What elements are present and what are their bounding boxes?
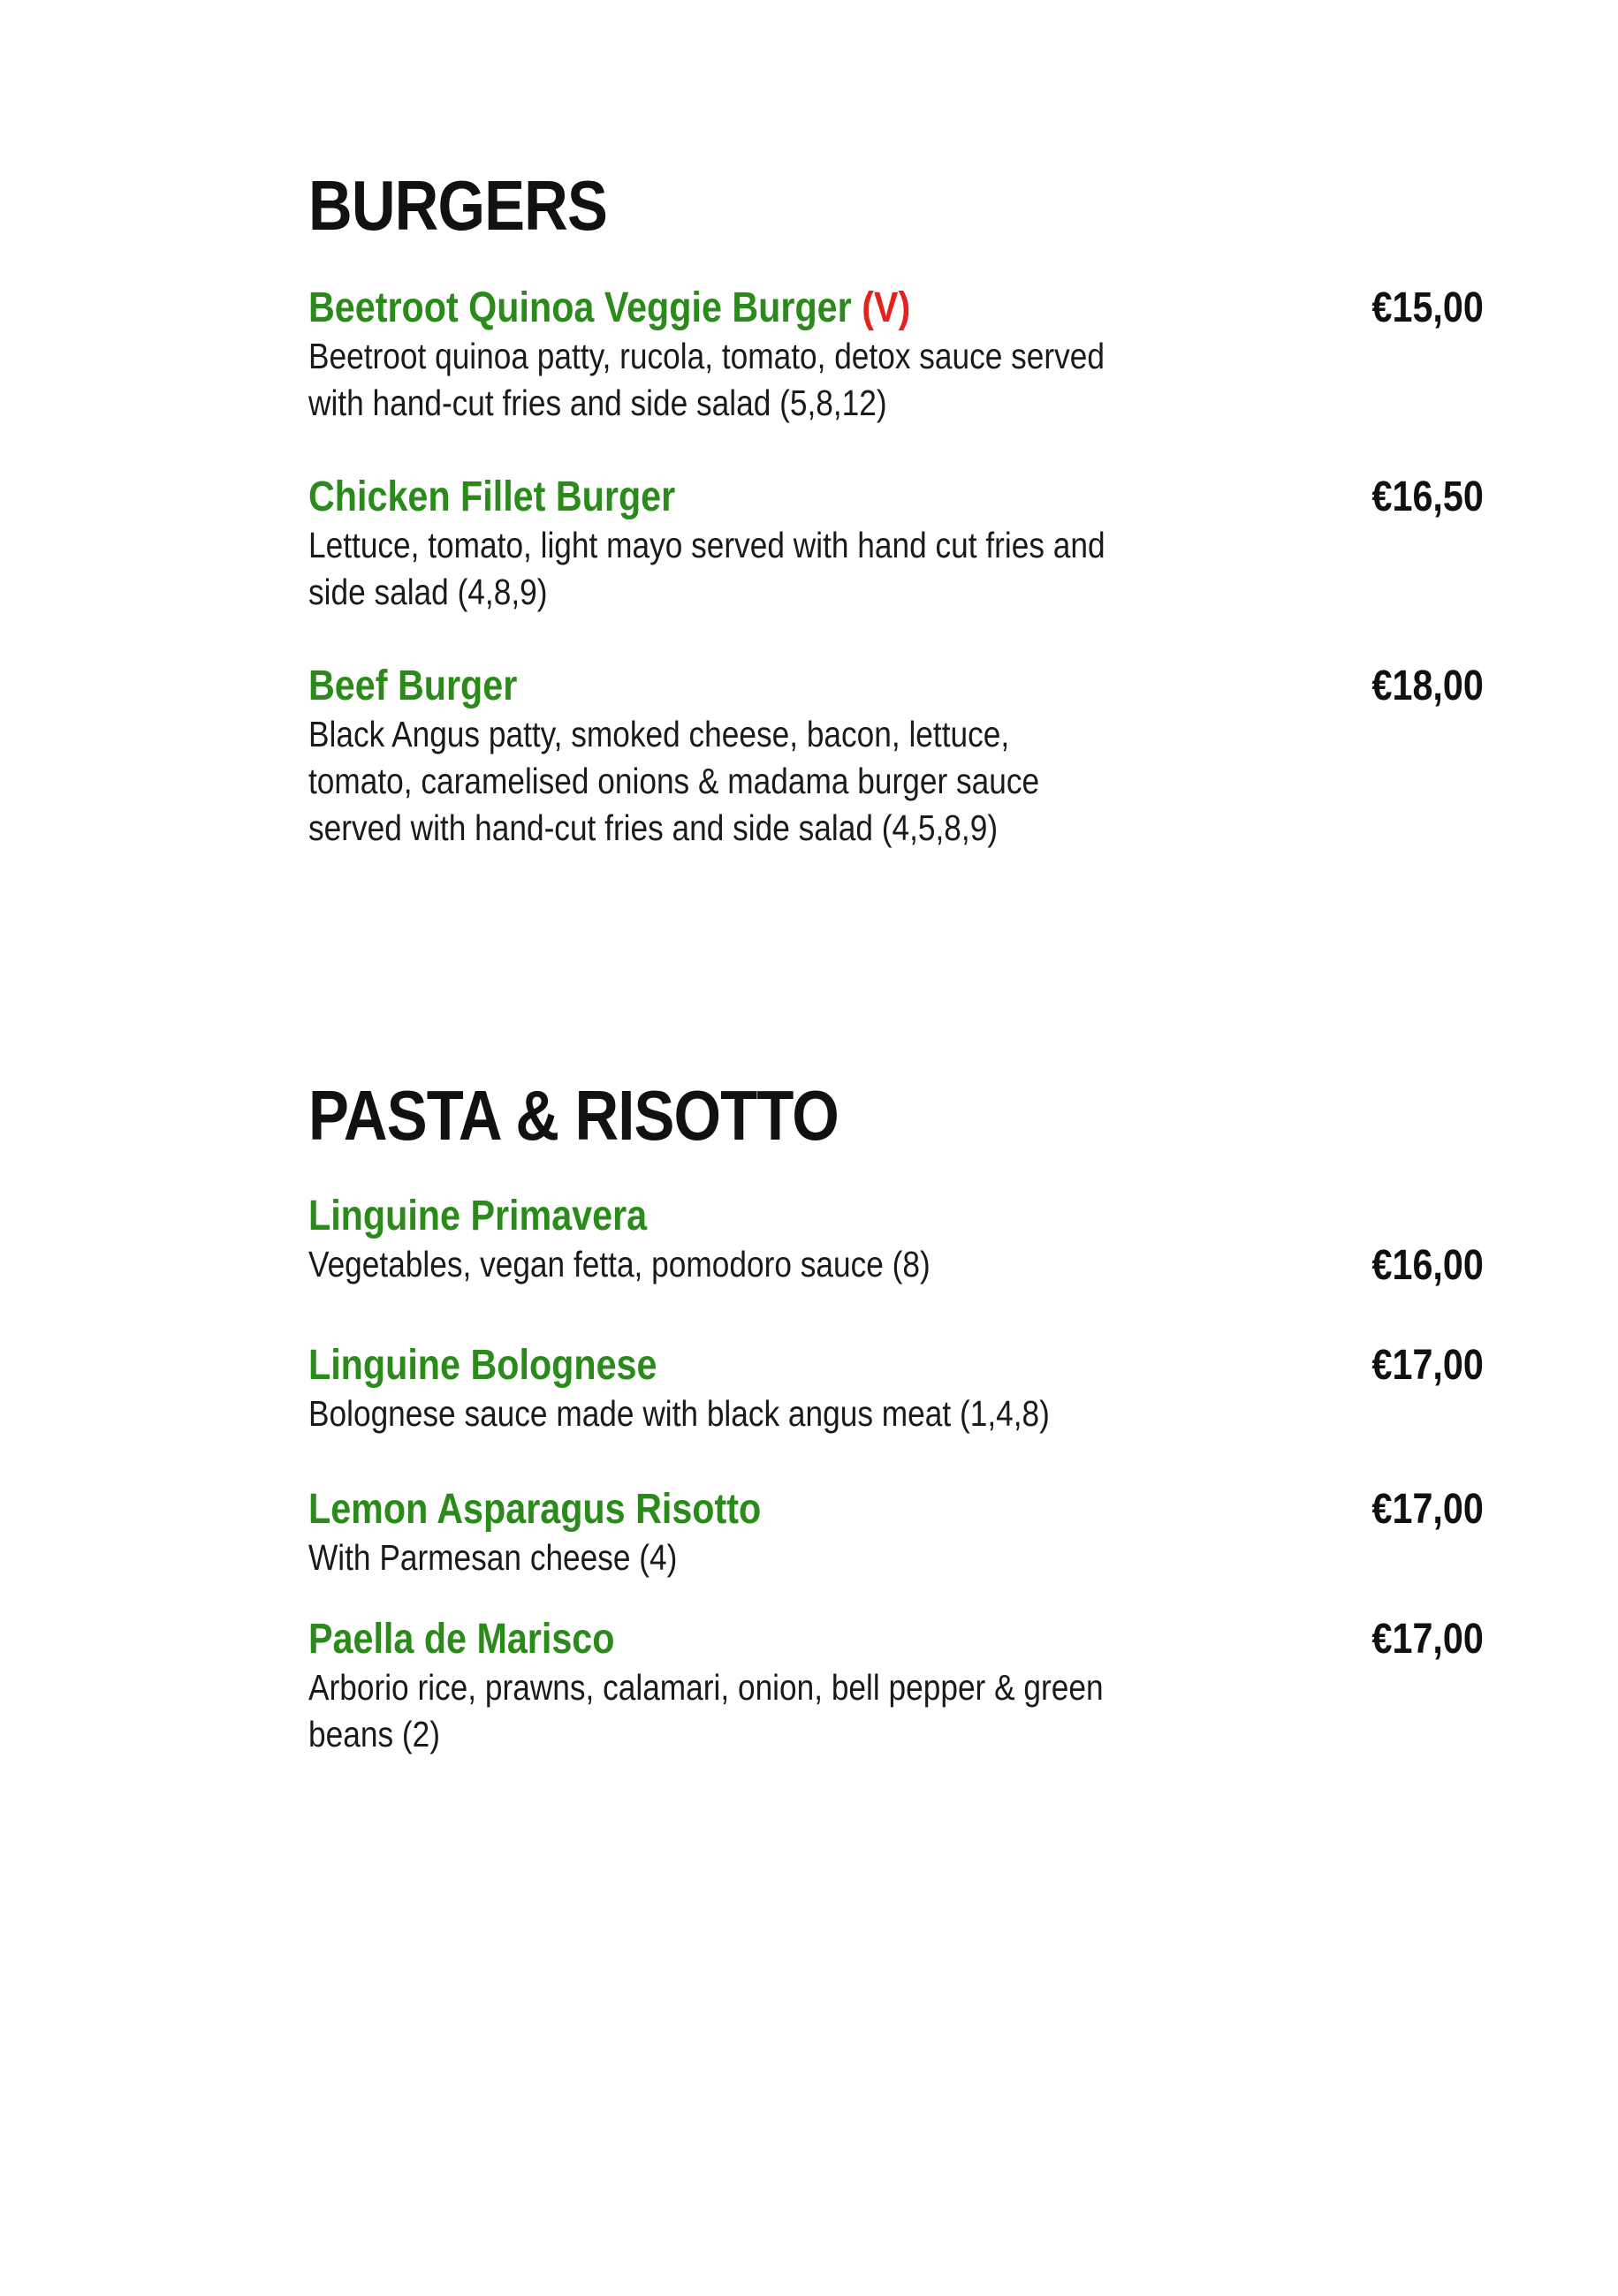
section-title: PASTA & RISOTTO xyxy=(308,1076,839,1155)
item-description: Bolognese sauce made with black angus meat (1,4,8) xyxy=(308,1393,1050,1434)
item-price: €16,50 xyxy=(1371,474,1484,520)
item-name-text: Beetroot Quinoa Veggie Burger xyxy=(308,284,852,331)
section-pasta-risotto xyxy=(308,1073,1484,1758)
item-price: €18,00 xyxy=(1371,663,1484,709)
item-price: €15,00 xyxy=(1371,284,1484,331)
item-name: Linguine Primavera xyxy=(308,1193,648,1239)
item-description: Black Angus patty, smoked cheese, bacon, lettuce, tomato, caramelised onions & madama burger sauce served with hand-cut fries and side salad (4,5,8,9) xyxy=(308,714,1040,848)
section-title: BURGERS xyxy=(308,166,608,245)
item-name: Beef Burger xyxy=(308,663,518,709)
item-price: €17,00 xyxy=(1371,1616,1484,1663)
item-name: Paella de Marisco xyxy=(308,1616,615,1663)
item-description: Vegetables, vegan fetta, pomodoro sauce (8) xyxy=(308,1244,931,1284)
item-description: Beetroot quinoa patty, rucola, tomato, detox sauce served with hand-cut fries and side salad (5,8,12) xyxy=(308,336,1105,423)
section-burgers xyxy=(308,163,1484,852)
menu-item xyxy=(308,473,1484,616)
item-price: €17,00 xyxy=(1371,1486,1484,1533)
vegetarian-tag: (V) xyxy=(862,284,911,331)
item-description: With Parmesan cheese (4) xyxy=(308,1537,678,1578)
item-name: Lemon Asparagus Risotto xyxy=(308,1486,762,1533)
menu-item xyxy=(308,662,1484,852)
item-name: Linguine Bolognese xyxy=(308,1342,657,1389)
menu-item xyxy=(308,1485,1484,1581)
item-description: Arborio rice, prawns, calamari, onion, bell pepper & green beans (2) xyxy=(308,1667,1104,1754)
menu-item xyxy=(308,1615,1484,1758)
item-name xyxy=(308,284,1319,333)
menu-item xyxy=(308,284,1484,427)
item-description: Lettuce, tomato, light mayo served with hand cut fries and side salad (4,8,9) xyxy=(308,525,1105,612)
menu-item xyxy=(308,1341,1484,1437)
menu-item xyxy=(308,1192,1484,1288)
item-name: Chicken Fillet Burger xyxy=(308,474,676,520)
item-price: €17,00 xyxy=(1371,1342,1484,1389)
item-price: €16,00 xyxy=(1371,1242,1484,1289)
